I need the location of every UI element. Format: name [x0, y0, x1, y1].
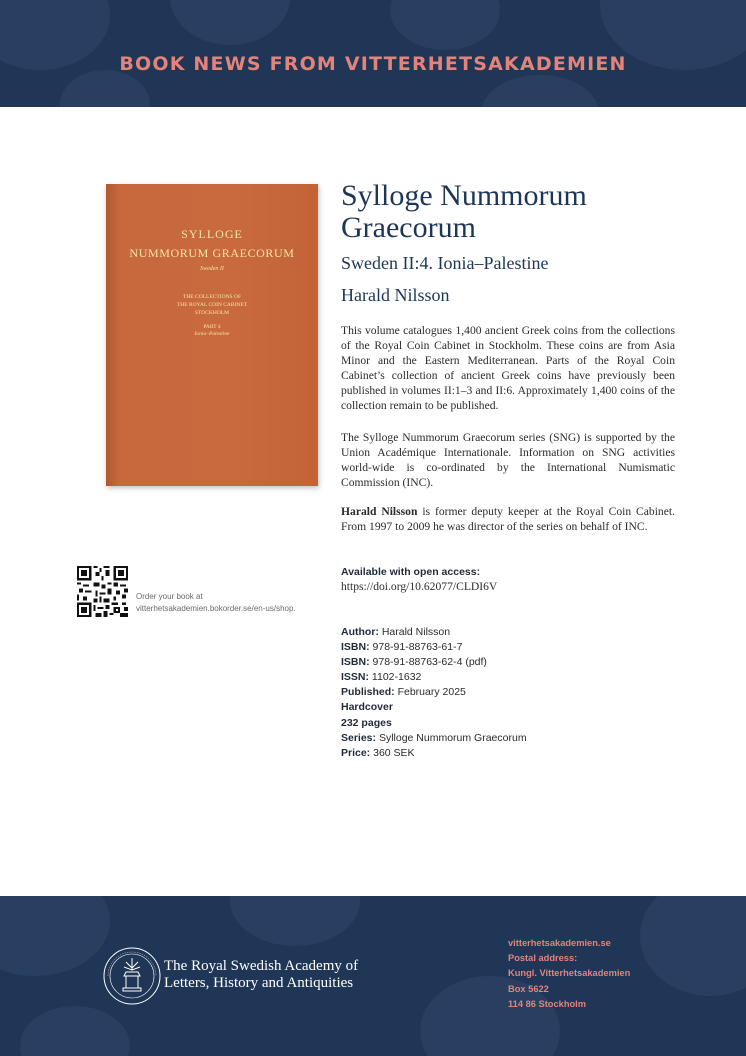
address-line: Box 5622	[508, 983, 549, 994]
description-paragraph: This volume catalogues 1,400 ancient Greek coins from the collections of the Royal Coin Cabinet in Stockholm. These coins are from Asia Minor and the Eastern Mediterranean. Parts of the Royal Coin Cabinet’s collection of ancient Greek coins have previously been published in volumes II:1–3 and II:6. Approximately 1,400 coins of the collection remain to be published.	[341, 324, 675, 412]
cover-volume: Sweden II	[200, 266, 224, 272]
website-link[interactable]: vitterhetsakademien.se	[508, 938, 611, 948]
cover-part	[106, 324, 318, 338]
detail-pages	[341, 716, 527, 731]
book-subtitle: Sweden II:4. Ionia–Palestine	[341, 253, 549, 273]
detail-series	[341, 731, 527, 746]
author-bio	[341, 504, 675, 534]
book-cover	[106, 184, 318, 486]
detail-author	[341, 625, 527, 640]
detail-label: Hardcover	[341, 701, 393, 714]
book-details	[341, 625, 527, 761]
footer	[0, 896, 746, 1056]
detail-label: Price:	[341, 746, 371, 759]
detail-value: 1102-1632	[369, 671, 422, 684]
detail-label: Series:	[341, 731, 377, 744]
qr-code-icon[interactable]	[77, 566, 128, 617]
footer-pattern	[0, 896, 110, 976]
detail-published	[341, 685, 527, 700]
detail-value: February 2025	[394, 686, 466, 699]
open-access-link[interactable]: https://doi.org/10.62077/CLDI6V	[341, 580, 498, 593]
detail-label: 232 pages	[341, 716, 392, 729]
detail-label: ISSN:	[341, 671, 370, 684]
detail-value: 978-91-88763-62-4 (pdf)	[369, 656, 487, 669]
detail-binding	[341, 700, 527, 715]
order-info	[136, 591, 296, 615]
top-banner	[0, 0, 746, 107]
detail-value: Sylloge Nummorum Graecorum	[376, 731, 527, 744]
footer-pattern	[20, 1006, 130, 1056]
banner-pattern	[60, 70, 150, 107]
banner-title: BOOK NEWS FROM VITTERHETSAKADEMIEN	[119, 53, 627, 75]
detail-value: Harald Nilsson	[378, 626, 451, 638]
cover-part-title: Ionia–Palestine	[194, 331, 230, 337]
detail-isbn	[341, 640, 527, 655]
detail-label: ISBN:	[341, 656, 370, 669]
address-line: 114 86 Stockholm	[508, 998, 587, 1009]
banner-pattern	[480, 75, 600, 107]
cover-part-number: PART 4	[203, 324, 221, 330]
author-bio-name: Harald Nilsson	[341, 505, 418, 518]
academy-name-line: Letters, History and Antiquities	[164, 975, 354, 991]
author-bio-text: is former deputy keeper at the Royal Coin Cabinet. From 1997 to 2009 he was director of the series on behalf of INC.	[341, 505, 675, 533]
detail-label: Author:	[341, 626, 379, 638]
address-line: Kungl. Vitterhetsakademien	[508, 968, 631, 979]
detail-issn	[341, 670, 527, 685]
academy-seal-icon	[102, 946, 162, 1006]
description-paragraph: The Sylloge Nummorum Graecorum series (SNG) is supported by the Union Académique Internationale. Information on SNG activities world-wide is co-ordinated by the International Numismatic Commission (INC).	[341, 431, 675, 489]
academy-name	[164, 958, 358, 992]
detail-value: 360 SEK	[370, 746, 415, 759]
footer-pattern	[640, 896, 746, 996]
order-link[interactable]: vitterhetsakademien.bokorder.se/en-us/shop.	[136, 604, 296, 613]
banner-pattern	[390, 0, 500, 50]
cover-collection	[106, 293, 318, 317]
open-access-heading: Available with open access:	[341, 566, 481, 578]
book-title: Sylloge Nummorum Graecorum	[341, 179, 587, 244]
cover-collection-line: THE ROYAL COIN CABINET	[176, 302, 248, 308]
cover-title-line: SYLLOGE	[181, 227, 243, 241]
academy-name-line: The Royal Swedish Academy of	[164, 958, 359, 974]
detail-label: Published:	[341, 686, 395, 699]
cover-collection-line: THE COLLECTIONS OF	[182, 294, 242, 300]
detail-label: ISBN:	[341, 641, 370, 654]
contact-info	[508, 936, 630, 1012]
footer-pattern	[230, 896, 360, 946]
postal-label: Postal address:	[508, 953, 578, 964]
detail-isbn-pdf	[341, 655, 527, 670]
cover-collection-line: STOCKHOLM	[194, 310, 230, 316]
detail-value: 978-91-88763-61-7	[369, 641, 463, 654]
order-text: Order your book at	[136, 592, 203, 601]
banner-pattern	[170, 0, 290, 45]
detail-price	[341, 746, 527, 761]
book-author: Harald Nilsson	[341, 285, 450, 305]
cover-title-line: NUMMORUM GRAECORUM	[129, 246, 295, 260]
